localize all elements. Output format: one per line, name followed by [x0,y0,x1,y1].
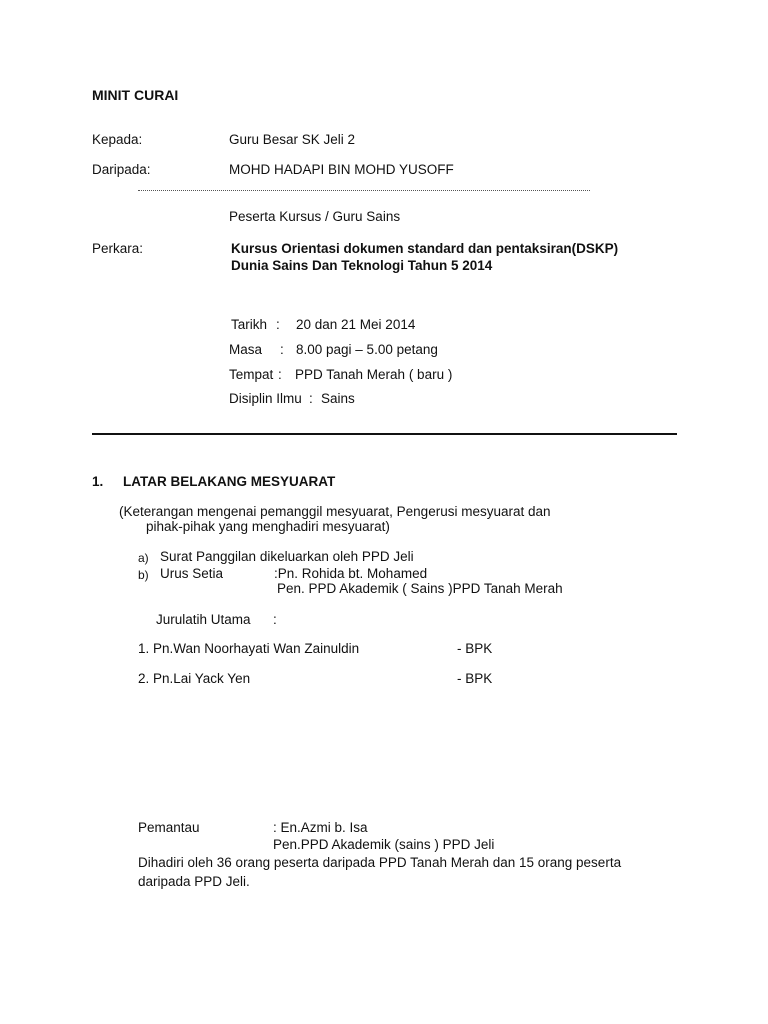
trainer-name: 1. Pn.Wan Noorhayati Wan Zainuldin [138,641,360,656]
trainers-label: Jurulatih Utama [156,612,251,627]
detail-value: 20 dan 21 Mei 2014 [296,317,416,332]
detail-label: Tarikh [231,317,268,332]
item-b-value-2: Pen. PPD Akademik ( Sains )PPD Tanah Merah [277,581,563,596]
horizontal-rule [92,433,677,435]
from-value: MOHD HADAPI BIN MOHD YUSOFF [229,162,454,177]
section-note-line-1: (Keterangan mengenai pemanggil mesyuarat, Pengerusi mesyuarat dan [119,504,551,519]
trainer-name: 2. Pn.Lai Yack Yen [138,671,251,686]
document-title: MINIT CURAI [92,87,179,103]
detail-separator: : [276,317,280,332]
section-heading: LATAR BELAKANG MESYUARAT [123,474,336,489]
monitor-value: : En.Azmi b. Isa [273,820,368,835]
subject-line-1: Kursus Orientasi dokumen standard dan pentaksiran(DSKP) [231,241,619,256]
detail-separator: : [278,367,282,382]
from-label: Daripada: [92,162,151,177]
attendance-line-1: Dihadiri oleh 36 orang peserta daripada PPD Tanah Merah dan 15 orang peserta [138,855,622,870]
to-value: Guru Besar SK Jeli 2 [229,132,356,147]
item-a-text: Surat Panggilan dikeluarkan oleh PPD Jeli [160,549,414,564]
item-b-label: Urus Setia [160,566,224,581]
dotted-separator [138,190,590,191]
detail-value: 8.00 pagi – 5.00 petang [296,342,438,357]
monitor-value-2: Pen.PPD Akademik (sains ) PPD Jeli [273,837,495,852]
trainer-org: - BPK [457,641,493,656]
detail-label: Masa [229,342,263,357]
item-b-value: :Pn. Rohida bt. Mohamed [274,566,428,581]
attendance-line-2: daripada PPD Jeli. [138,874,250,889]
to-label: Kepada: [92,132,143,147]
detail-separator: : [280,342,284,357]
section-number: 1. [92,474,104,489]
cc-value: Peserta Kursus / Guru Sains [229,209,401,224]
detail-value: PPD Tanah Merah ( baru ) [295,367,453,382]
subject-line-2: Dunia Sains Dan Teknologi Tahun 5 2014 [231,258,493,273]
item-b-marker: b) [138,568,149,582]
trainers-separator: : [273,612,277,627]
subject-label: Perkara: [92,241,144,256]
section-note-line-2: pihak-pihak yang menghadiri mesyuarat) [146,519,390,534]
detail-value: Sains [321,391,355,406]
monitor-label: Pemantau [138,820,200,835]
detail-label: Tempat [229,367,274,382]
detail-label: Disiplin Ilmu [229,391,302,406]
detail-separator: : [309,391,313,406]
item-a-marker: a) [138,551,149,565]
trainer-org: - BPK [457,671,493,686]
